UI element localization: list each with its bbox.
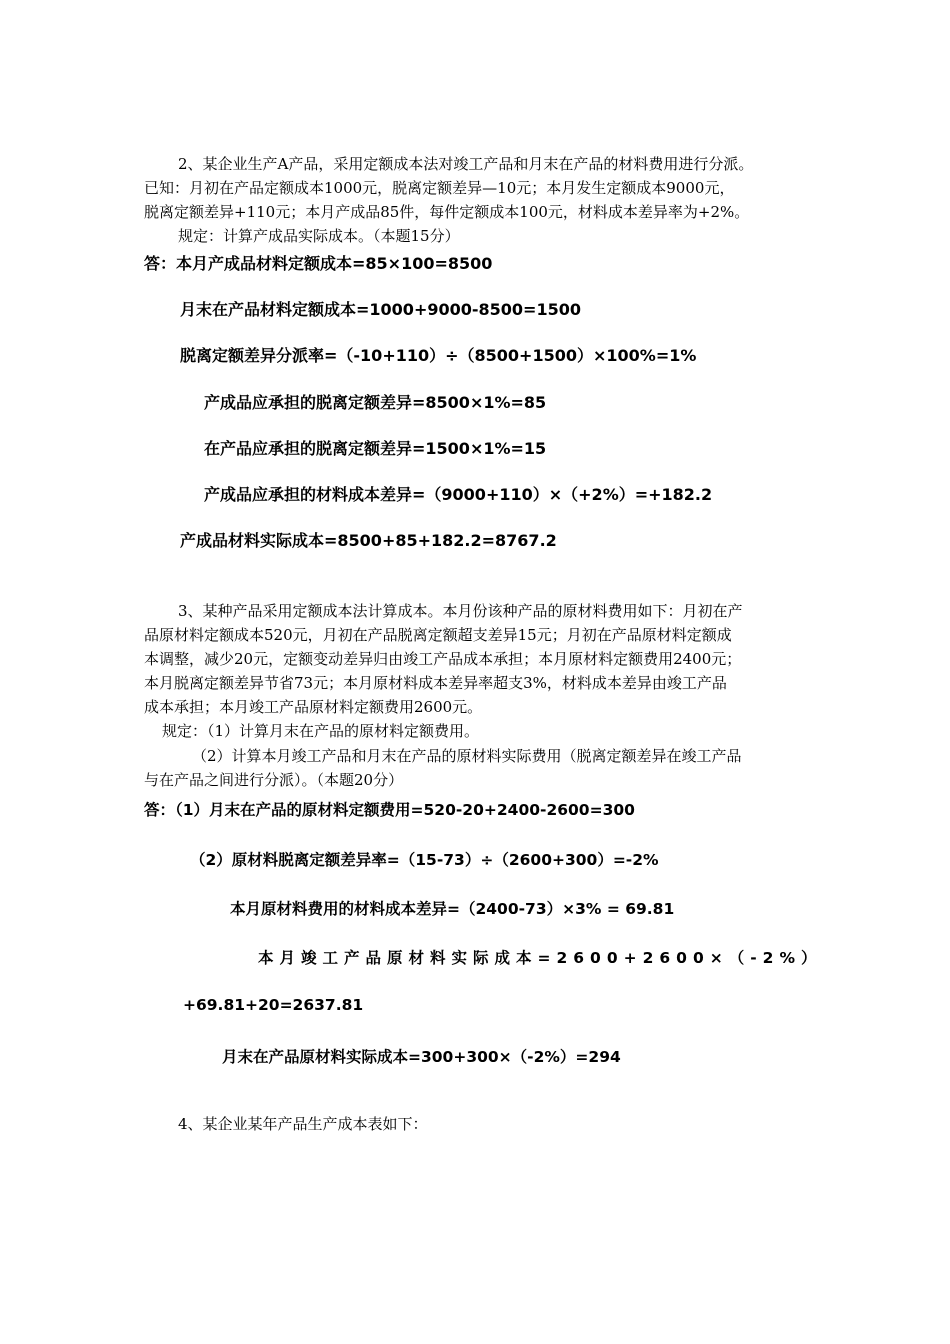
a2-line-7: 产成品材料实际成本=8500+85+182.2=8767.2 bbox=[180, 531, 557, 550]
q3-line-3: 本调整，减少20元，定额变动差异归由竣工产品成本承担；本月原材料定额费用2400元； bbox=[144, 650, 742, 668]
a2-line-1: 答：本月产成品材料定额成本=85×100=8500 bbox=[144, 254, 493, 273]
q3-line-6: 规定：（1）计算月末在产品的原材料定额费用。 bbox=[162, 722, 480, 740]
q3-line-4: 本月脱离定额差异节省73元；本月原材料成本差异率超支3%，材料成本差异由竣工产品 bbox=[144, 674, 727, 692]
a2-line-6: 产成品应承担的材料成本差异=（9000+110）×（+2%）=+182.2 bbox=[204, 485, 713, 504]
q3-line-5: 成本承担；本月竣工产品原材料定额费用2600元。 bbox=[144, 698, 483, 716]
q3-line-1: 3、某种产品采用定额成本法计算成本。本月份该种产品的原材料费用如下：月初在产 bbox=[178, 602, 743, 620]
a3-line-5: +69.81+20=2637.81 bbox=[183, 996, 364, 1014]
q2-line-3: 脱离定额差异+110元；本月产成品85件，每件定额成本100元，材料成本差异率为+2%。 bbox=[144, 203, 750, 221]
a2-line-5: 在产品应承担的脱离定额差异=1500×1%=15 bbox=[204, 439, 547, 458]
q2-line-1: 2、某企业生产A产品，采用定额成本法对竣工产品和月末在产品的材料费用进行分派。 bbox=[178, 155, 754, 173]
q3-line-2: 品原材料定额成本520元，月初在产品脱离定额超支差异15元；月初在产品原材料定额成 bbox=[144, 626, 732, 644]
q3-line-7: （2）计算本月竣工产品和月末在产品的原材料实际费用（脱离定额差异在竣工产品 bbox=[192, 747, 742, 765]
q4-line-1: 4、某企业某年产品生产成本表如下： bbox=[178, 1115, 428, 1133]
a2-line-2: 月末在产品材料定额成本=1000+9000-8500=1500 bbox=[180, 300, 581, 319]
q2-line-2: 已知：月初在产品定额成本1000元，脱离定额差异—10元；本月发生定额成本9000元， bbox=[144, 179, 735, 197]
a3-line-2: （2）原材料脱离定额差异率=（15-73）÷（2600+300）=-2% bbox=[190, 851, 659, 869]
a3-line-6: 月末在产品原材料实际成本=300+300×（-2%）=294 bbox=[222, 1048, 621, 1066]
q3-line-8: 与在产品之间进行分派）。（本题20分） bbox=[144, 771, 404, 789]
q2-line-4: 规定：计算产成品实际成本。（本题15分） bbox=[178, 227, 460, 245]
a3-line-3: 本月原材料费用的材料成本差异=（2400-73）×3% = 69.81 bbox=[230, 900, 675, 918]
a2-line-4: 产成品应承担的脱离定额差异=8500×1%=85 bbox=[204, 393, 547, 412]
a3-line-1: 答：（1）月末在产品的原材料定额费用=520-20+2400-2600=300 bbox=[144, 801, 635, 819]
a2-line-3: 脱离定额差异分派率=（-10+110）÷（8500+1500）×100%=1% bbox=[180, 346, 697, 365]
a3-line-4: 本月竣工产品原材料实际成本=2600+2600×（-2%） bbox=[258, 949, 823, 967]
